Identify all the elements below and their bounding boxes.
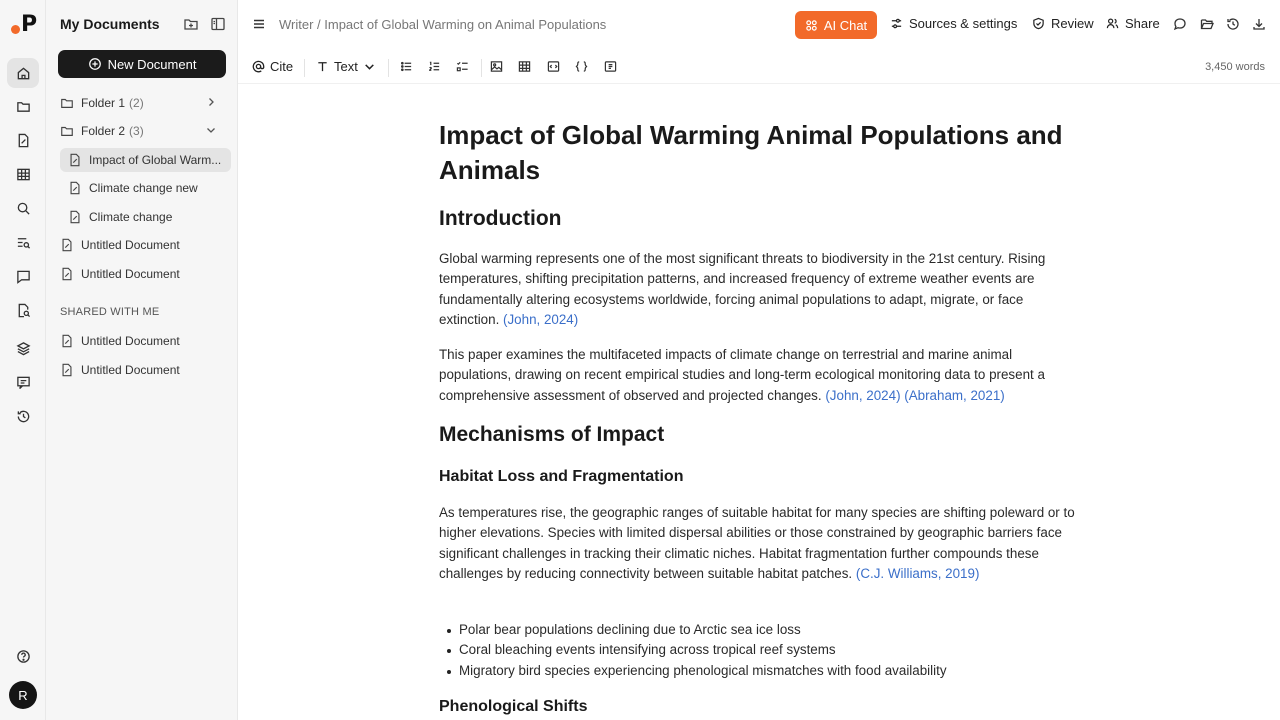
new-document-button[interactable]: [58, 50, 226, 78]
file-icon[interactable]: [7, 125, 39, 155]
paragraph-intro-2[interactable]: [439, 345, 1084, 406]
sources-settings-label: Sources & settings: [909, 16, 1018, 31]
history-icon[interactable]: [1226, 17, 1240, 31]
app-logo[interactable]: [11, 14, 39, 38]
file-search-icon[interactable]: [7, 295, 39, 325]
list-item[interactable]: Coral bleaching events intensifying across tropical reef systems: [439, 640, 1084, 660]
text-style-dropdown[interactable]: [316, 59, 376, 74]
sidebar-doc-climate-change-new[interactable]: [60, 176, 231, 200]
history-icon[interactable]: [7, 401, 39, 431]
citation[interactable]: (John, 2024) (Abraham, 2021): [825, 387, 1005, 403]
document-icon: [68, 210, 82, 224]
top-bar: [238, 0, 1280, 48]
checklist-icon[interactable]: [456, 60, 469, 73]
list-search-icon[interactable]: [7, 227, 39, 257]
list-item[interactable]: Migratory bird species experiencing phenological mismatches with food availability: [439, 661, 1084, 681]
text-icon: [316, 60, 329, 73]
ai-chat-label: AI Chat: [823, 17, 868, 33]
avatar[interactable]: R: [9, 681, 37, 709]
download-icon[interactable]: [1252, 17, 1266, 31]
sidebar-doc-label: Climate change new: [89, 181, 198, 195]
folder-1[interactable]: [54, 91, 232, 115]
formula-icon[interactable]: [604, 60, 617, 73]
document-icon: [60, 334, 74, 348]
paragraph-habitat[interactable]: [439, 503, 1084, 585]
document-icon: [60, 363, 74, 377]
documents-sidebar: [46, 0, 238, 720]
shared-doc-untitled-1[interactable]: [54, 329, 232, 353]
document-icon: [68, 181, 82, 195]
ai-chat-button[interactable]: [795, 11, 877, 39]
folder-1-count: (2): [129, 96, 144, 110]
sidebar-toggle-icon[interactable]: [210, 16, 226, 32]
sidebar-doc-label: Impact of Global Warm...: [89, 153, 222, 167]
chat-icon[interactable]: [7, 261, 39, 291]
review-button[interactable]: [1032, 16, 1094, 31]
shared-section-label: SHARED WITH ME: [60, 306, 160, 318]
folder-icon: [60, 96, 74, 110]
heading-mechanisms[interactable]: Mechanisms of Impact: [439, 423, 665, 446]
embed-icon[interactable]: [547, 60, 560, 73]
bullet-list[interactable]: [439, 620, 1084, 681]
shared-doc-untitled-2[interactable]: [54, 358, 232, 382]
review-label: Review: [1051, 16, 1094, 31]
sidebar-doc-label: Untitled Document: [81, 238, 180, 252]
shield-icon: [1032, 17, 1045, 30]
sidebar-doc-impact-global-warming[interactable]: [60, 148, 231, 172]
heading-introduction[interactable]: Introduction: [439, 207, 562, 230]
numbered-list-icon[interactable]: [428, 60, 441, 73]
cite-label: Cite: [270, 59, 294, 74]
folder-1-label: Folder 1: [81, 96, 126, 110]
sidebar-doc-label: Climate change: [89, 210, 173, 224]
plus-circle-icon: [88, 57, 102, 71]
icon-rail: [0, 0, 46, 720]
text-style-label: Text: [334, 59, 358, 74]
sidebar-doc-label: Untitled Document: [81, 267, 180, 281]
help-icon[interactable]: [7, 641, 39, 671]
folder-2-count: (3): [129, 124, 144, 138]
paragraph-intro-1[interactable]: [439, 249, 1079, 331]
share-button[interactable]: [1106, 16, 1160, 31]
new-folder-icon[interactable]: [183, 16, 199, 32]
cite-button[interactable]: [252, 59, 293, 74]
document-icon: [60, 267, 74, 281]
folder-icon: [60, 124, 74, 138]
chevron-down-icon[interactable]: [205, 124, 217, 136]
sidebar-doc-label: Untitled Document: [81, 363, 180, 377]
sidebar-doc-untitled-1[interactable]: [54, 233, 232, 257]
sources-settings-button[interactable]: [890, 16, 1017, 31]
paragraph-text: Global warming represents one of the most significant threats to biodiversity in the 21st century. Rising temperatures, shifting precipitation patterns, and increased frequency of extreme weather events are fundamentally altering ecosystems worldwide, forcing animal populations to adapt, migrate, or face extinction.: [439, 251, 1046, 328]
search-icon[interactable]: [7, 193, 39, 223]
document-body[interactable]: [439, 118, 1084, 715]
home-icon[interactable]: [7, 58, 39, 88]
sidebar-doc-climate-change[interactable]: [60, 205, 231, 229]
document-title[interactable]: Impact of Global Warming Animal Populations and Animals: [439, 120, 1063, 185]
chevron-right-icon[interactable]: [205, 96, 217, 108]
code-braces-icon[interactable]: [575, 60, 588, 73]
table-icon[interactable]: [7, 159, 39, 189]
share-label: Share: [1125, 16, 1160, 31]
document-icon: [68, 153, 82, 167]
comment-icon[interactable]: [1173, 17, 1187, 31]
logo-letter: P: [21, 12, 38, 37]
toolbar-divider: [388, 59, 389, 77]
layers-icon[interactable]: [7, 333, 39, 363]
toolbar-divider: [481, 59, 482, 77]
sidebar-title: My Documents: [60, 16, 160, 32]
breadcrumb[interactable]: Writer / Impact of Global Warming on Animal Populations: [279, 17, 607, 32]
users-icon: [1106, 17, 1119, 30]
image-icon[interactable]: [490, 60, 503, 73]
sidebar-doc-label: Untitled Document: [81, 334, 180, 348]
word-count: 3,450 words: [1205, 61, 1265, 73]
list-item[interactable]: Polar bear populations declining due to Arctic sea ice loss: [439, 620, 1084, 640]
document-icon: [60, 238, 74, 252]
new-document-label: New Document: [107, 56, 197, 72]
bullet-list-icon[interactable]: [400, 60, 413, 73]
sidebar-doc-untitled-2[interactable]: [54, 262, 232, 286]
sliders-icon: [890, 17, 903, 30]
table-icon[interactable]: [518, 60, 531, 73]
paragraph-text: This paper examines the multifaceted impacts of climate change on terrestrial and marine animal populations, drawing on recent empirical studies and long-term ecological monitoring data to present a comprehensive assessment of observed and projected changes.: [439, 347, 1045, 403]
toolbar-divider: [304, 59, 305, 77]
citation[interactable]: (John, 2024): [503, 312, 579, 328]
at-icon: [252, 60, 265, 73]
menu-icon[interactable]: [252, 17, 266, 31]
citation[interactable]: (C.J. Williams, 2019): [855, 566, 980, 582]
comments-icon[interactable]: [7, 367, 39, 397]
ai-grid-icon: [805, 19, 818, 32]
chevron-down-icon: [363, 60, 376, 73]
heading-habitat-loss[interactable]: Habitat Loss and Fragmentation: [439, 468, 684, 485]
folder-2[interactable]: [54, 119, 232, 143]
open-folder-icon[interactable]: [1200, 17, 1214, 31]
folder-2-label: Folder 2: [81, 124, 126, 138]
folder-icon[interactable]: [7, 91, 39, 121]
paragraph-text: As temperatures rise, the geographic ranges of suitable habitat for many species are shifting poleward or to higher elevations. Species with limited dispersal abilities or those constrained by geographic barriers face significant challenges in tracking their climatic niches. Habitat fragmentation further compounds these challenges by reducing connectivity between suitable habitat patches.: [439, 505, 1075, 582]
logo-dot: [11, 25, 20, 34]
heading-phenological-shifts[interactable]: Phenological Shifts: [439, 698, 588, 715]
formatting-toolbar: [238, 50, 1280, 84]
